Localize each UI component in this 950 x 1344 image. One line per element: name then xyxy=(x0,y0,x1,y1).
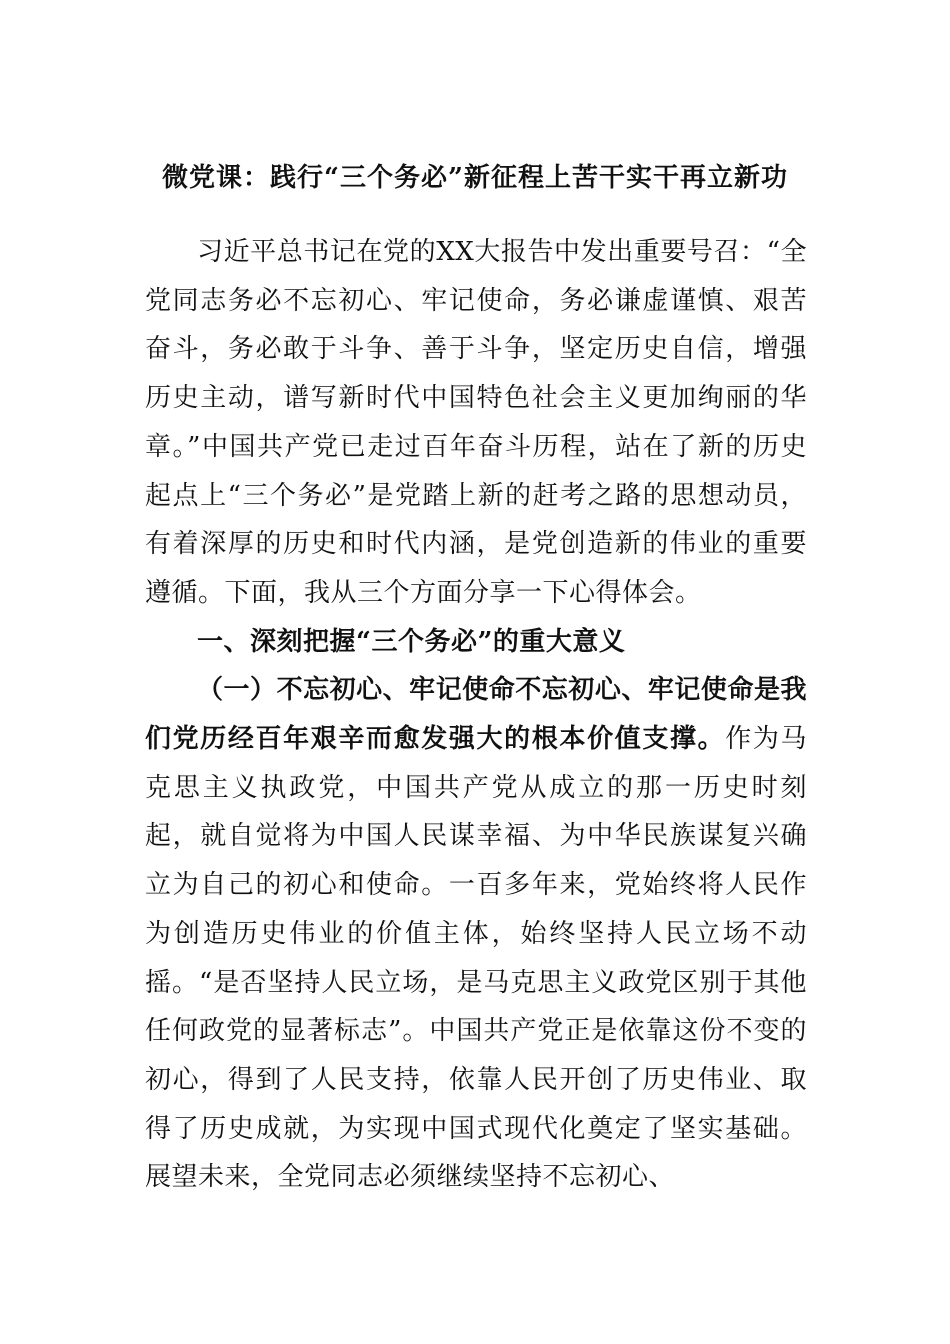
subsection-lead-bold: （一）不忘初心、牢记使命不忘初心、牢记使命是我们党历经百年艰辛而愈发强大的根本价值支撑。 xyxy=(145,675,807,755)
section-heading: 一、深刻把握“三个务必”的重大意义 xyxy=(197,626,626,657)
intro-paragraph: 习近平总书记在党的XX大报告中发出重要号召：“全党同志务必不忘初心、牢记使命，务必谦虚谨慎、艰苦奋斗，务必敢于斗争、善于斗争，坚定历史自信，增强历史主动，谱写新时代中国特色社会主义更加绚丽的华章。”中国共产党已走过百年奋斗历程，站在了新的历史起点上“三个务必”是党踏上新的赶考之路的思想动员，有着深厚的历史和时代内涵，是党创造新的伟业的重要遵循。下面，我从三个方面分享一下心得体会。 xyxy=(145,237,807,608)
subsection-text: 作为马克思主义执政党，中国共产党从成立的那一历史时刻起，就自觉将为中国人民谋幸福、为中华民族谋复兴确立为自己的初心和使命。一百多年来，党始终将人民作为创造历史伟业的价值主体，始终坚持人民立场不动摇。“是否坚持人民立场，是马克思主义政党区别于其他任何政党的显著标志”。中国共产党正是依靠这份不变的初心，得到了人民支持，依靠人民开创了历史伟业、取得了历史成就，为实现中国式现代化奠定了坚实基础。展望未来，全党同志必须继续坚持不忘初心、 xyxy=(145,724,807,1193)
subsection-paragraph xyxy=(145,666,807,1202)
document-body xyxy=(145,228,807,1202)
document-title: 微党课：践行“三个务必”新征程上苦干实干再立新功 xyxy=(162,163,788,193)
